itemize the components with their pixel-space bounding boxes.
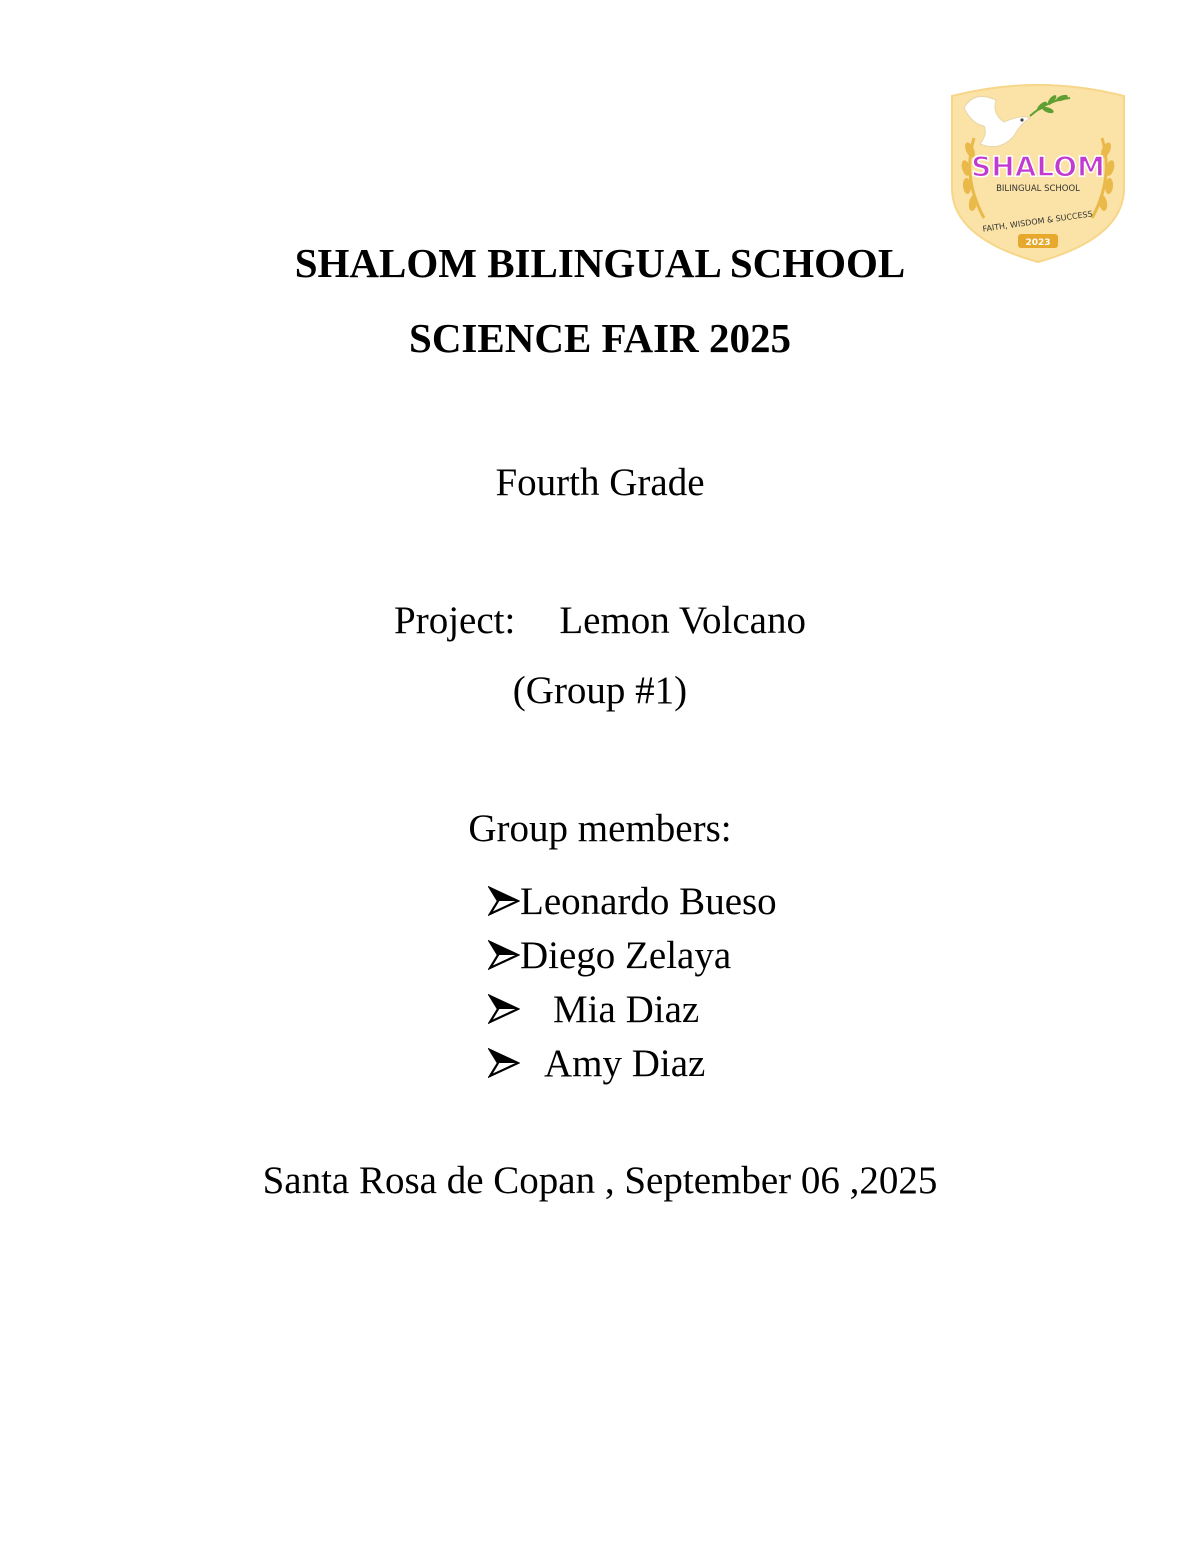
svg-text:FAITH, WISDOM & SUCCESS: FAITH, WISDOM & SUCCESS [982,209,1094,234]
arrowhead-bullet-icon [488,1047,520,1079]
arrowhead-bullet-icon [488,939,520,971]
member-name: Mia Diaz [553,987,700,1031]
arrowhead-bullet-icon [488,885,520,917]
member-item [488,928,777,982]
member-name: Diego Zelaya [520,933,732,977]
svg-text:SHALOM: SHALOM [971,150,1105,183]
project-name: Lemon Volcano [559,599,806,642]
group-number: (Group #1) [512,669,688,712]
member-item [488,1036,777,1090]
place-and-date: Santa Rosa de Copan , September 06 ,2025 [262,1159,938,1202]
members-heading: Group members: [468,807,732,850]
members-list [488,874,777,1090]
school-name: SHALOM BILINGUAL SCHOOL [294,240,906,286]
grade-level: Fourth Grade [495,461,705,504]
event-title: SCIENCE FAIR 2025 [409,315,791,361]
member-name: Leonardo Bueso [520,879,777,923]
member-item [488,874,777,928]
arrowhead-bullet-icon [488,993,520,1025]
svg-text:BILINGUAL SCHOOL: BILINGUAL SCHOOL [996,184,1080,194]
member-item [488,982,777,1036]
project-label: Project: [394,599,516,642]
project-line [0,597,1200,645]
member-name: Amy Diaz [544,1041,706,1085]
school-logo [944,78,1132,264]
svg-text:2023: 2023 [1025,238,1051,248]
